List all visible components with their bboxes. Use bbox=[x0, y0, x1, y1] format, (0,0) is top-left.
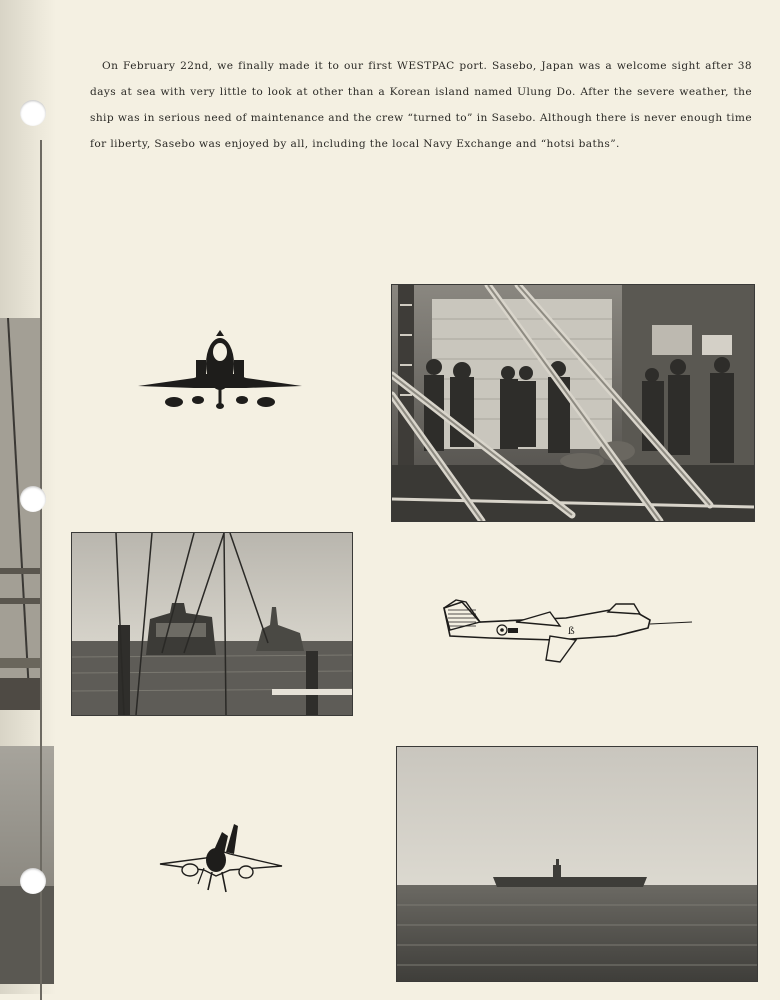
intruder-jet-side-sketch bbox=[436, 596, 694, 666]
phantom-jet-front-sketch bbox=[134, 330, 306, 416]
punch-hole-top bbox=[20, 100, 46, 126]
flight-deck-crew-scene bbox=[392, 285, 754, 521]
punch-hole-middle bbox=[20, 486, 46, 512]
underway-replenishment-photo bbox=[71, 532, 353, 716]
carrier-on-horizon-scene bbox=[397, 747, 757, 981]
flight-deck-crew-photo bbox=[391, 284, 755, 522]
article-paragraph: On February 22nd, we finally made it to our first WESTPAC port. Sasebo, Japan was a welcome sight after 38 days at sea with very little to look at other than a Korean island named Ulung Do. After the severe weather, the ship was in serious need of maintenance and the crew “turned to” in Sasebo. Although there is never enough time for liberty, Sasebo was enjoyed by all, including the local Navy Exchange and “hotsi baths”. bbox=[90, 59, 752, 150]
skyhawk-jet-sketch bbox=[156, 820, 286, 896]
facing-page-photo-top bbox=[0, 318, 40, 710]
facing-page-photo-top-art bbox=[0, 318, 40, 710]
underway-replenishment-scene bbox=[72, 533, 352, 715]
facing-page-photo-bottom-art bbox=[0, 746, 54, 984]
svg-text:ß: ß bbox=[568, 626, 575, 637]
facing-page-photo-bottom bbox=[0, 746, 54, 984]
punch-hole-bottom bbox=[20, 868, 46, 894]
carrier-on-horizon-photo bbox=[396, 746, 758, 982]
